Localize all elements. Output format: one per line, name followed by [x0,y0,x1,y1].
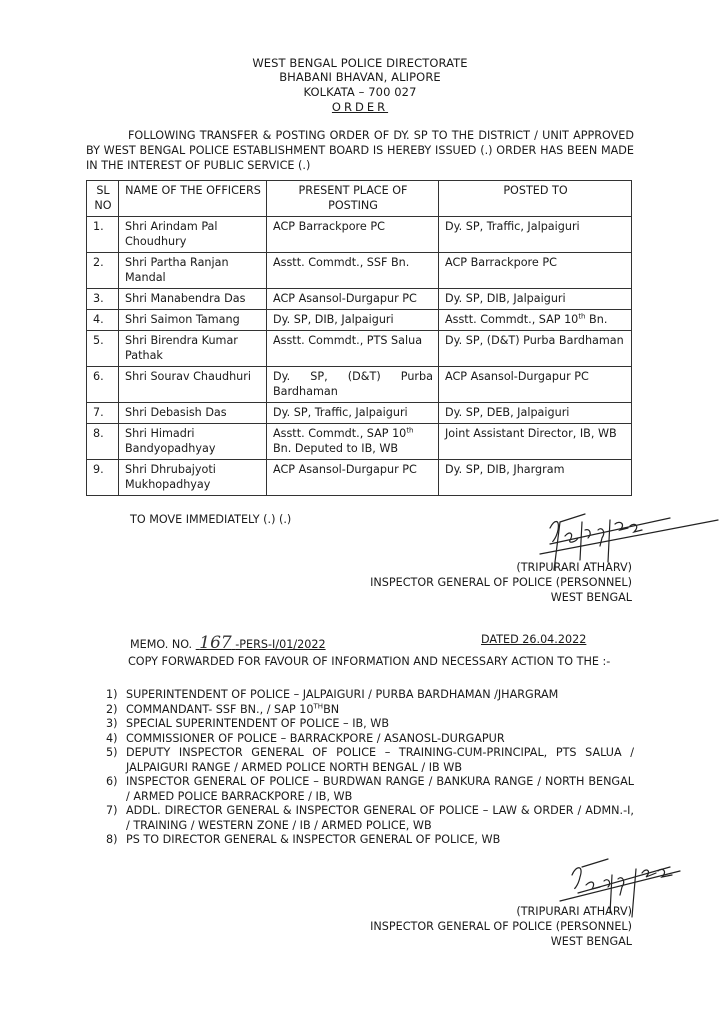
list-item [106,775,634,804]
list-text: ADDL. DIRECTOR GENERAL & INSPECTOR GENERAL OF POLICE – LAW & ORDER / ADMN.-I, / TRAINING / WESTERN ZONE / IB / ARMED POLICE, WB [126,804,634,832]
table-header-row [87,181,632,217]
header-name: NAME OF THE OFFICERS [119,181,267,217]
list-text: SPECIAL SUPERINTENDENT OF POLICE – IB, WB [126,717,390,730]
list-item [106,746,634,775]
list-text-end: BN [323,702,340,716]
cell-present-text: Asstt. Commdt., SAP 10 [273,427,407,440]
cell-present: Dy. SP, Traffic, Jalpaiguri [267,403,439,424]
list-item [106,833,634,848]
cell-present: Asstt. Commdt., SSF Bn. [267,253,439,289]
cell-sl: 4. [87,310,119,331]
cell-posted: Dy. SP, DEB, Jalpaiguri [439,403,632,424]
cell-name: Shri Birendra Kumar Pathak [119,331,267,367]
cell-sl: 1. [87,217,119,253]
cell-sl: 7. [87,403,119,424]
cell-sl: 8. [87,424,119,460]
table-row [87,331,632,367]
cell-present: Asstt. Commdt., PTS Salua [267,331,439,367]
move-instruction: TO MOVE IMMEDIATELY (.) (.) [130,513,292,526]
list-number: 4) [106,731,118,745]
list-item [106,688,634,703]
list-number: 2) [106,702,118,716]
cell-posted: Dy. SP, DIB, Jhargram [439,460,632,496]
intro-text: FOLLOWING TRANSFER & POSTING ORDER OF DY. SP TO THE DISTRICT / UNIT APPROVED BY WEST BENGAL POLICE ESTABLISHMENT BOARD IS HEREBY ISSUED (.) ORDER HAS BEEN MADE IN THE INTEREST OF PUBLIC SERVICE (.) [86,129,634,172]
list-number: 3) [106,717,118,730]
cell-posted-text-end: Bn. [585,313,608,326]
copy-forward-text [86,654,634,670]
signatory-designation: INSPECTOR GENERAL OF POLICE (PERSONNEL) [370,920,632,933]
cell-present: ACP Asansol-Durgapur PC [267,460,439,496]
list-item [106,732,634,747]
signatory-block-copy [370,904,632,949]
table-row [87,424,632,460]
header-posted-to: POSTED TO [439,181,632,217]
table-row [87,289,632,310]
cell-name: Shri Partha Ranjan Mandal [119,253,267,289]
table-row [87,367,632,403]
cell-name: Shri Debasish Das [119,403,267,424]
header-present-posting: PRESENT PLACE OF POSTING [267,181,439,217]
cell-name: Shri Manabendra Das [119,289,267,310]
memo-number-handwritten: 167 [199,633,232,653]
cell-present: Dy. SP, DIB, Jalpaiguri [267,310,439,331]
cell-present: Dy. SP, (D&T) Purba Bardhaman [267,367,439,403]
cell-sl: 3. [87,289,119,310]
cell-posted [439,310,632,331]
list-item [106,804,634,833]
table-row [87,403,632,424]
intro-paragraph [86,128,634,173]
office-name: WEST BENGAL POLICE DIRECTORATE [252,56,468,70]
cell-present [267,424,439,460]
document-title: ORDER [331,100,389,114]
list-item [106,717,634,732]
ordinal-suffix: th [406,426,414,435]
cell-present: ACP Barrackpore PC [267,217,439,253]
cell-name: Shri Himadri Bandyopadhyay [119,424,267,460]
memo-line [130,633,326,653]
list-number: 6) [106,775,118,788]
cell-present-text-end: Bn. Deputed to IB, WB [273,442,399,455]
office-city: KOLKATA – 700 027 [303,85,417,99]
list-number: 1) [106,688,118,701]
signatory-state: WEST BENGAL [550,935,632,948]
header-sl-no: SL NO [87,181,119,217]
list-item [106,703,634,718]
list-text: INSPECTOR GENERAL OF POLICE – BURDWAN RANGE / BANKURA RANGE / NORTH BENGAL / ARMED POLICE BARRACKPORE / IB, WB [126,775,634,803]
cell-posted: ACP Barrackpore PC [439,253,632,289]
list-number: 8) [106,833,118,846]
recipient-list [106,688,634,848]
table-row [87,253,632,289]
cell-name: Shri Dhrubajyoti Mukhopadhyay [119,460,267,496]
signatory-designation: INSPECTOR GENERAL OF POLICE (PERSONNEL) [370,576,632,589]
cell-present: ACP Asansol-Durgapur PC [267,289,439,310]
cell-sl: 5. [87,331,119,367]
list-number: 7) [106,804,118,817]
list-number: 5) [106,746,118,759]
list-text: PS TO DIRECTOR GENERAL & INSPECTOR GENERAL OF POLICE, WB [126,833,501,846]
signatory-name: (TRIPURARI ATHARV) [516,905,632,918]
ordinal-suffix: th [578,312,586,321]
list-text: SUPERINTENDENT OF POLICE – JALPAIGURI / PURBA BARDHAMAN /JHARGRAM [126,688,559,701]
cell-posted: Joint Assistant Director, IB, WB [439,424,632,460]
cell-posted-text: Asstt. Commdt., SAP 10 [445,313,579,326]
memo-label: MEMO. NO. [130,638,193,651]
copy-text: COPY FORWARDED FOR FAVOUR OF INFORMATION AND NECESSARY ACTION TO THE :- [128,655,611,668]
cell-name: Shri Arindam Pal Choudhury [119,217,267,253]
signatory-name: (TRIPURARI ATHARV) [516,561,632,574]
transfer-table [86,180,632,496]
list-text: DEPUTY INSPECTOR GENERAL OF POLICE – TRAINING-CUM-PRINCIPAL, PTS SALUA / JALPAIGURI RANGE / ARMED POLICE NORTH BENGAL / IB WB [126,746,634,774]
cell-name: Shri Sourav Chaudhuri [119,367,267,403]
cell-posted: Dy. SP, (D&T) Purba Bardhaman [439,331,632,367]
cell-posted: Dy. SP, Traffic, Jalpaiguri [439,217,632,253]
signatory-block [370,560,632,605]
memo-suffix: -PERS-I/01/2022 [235,638,326,651]
cell-name: Shri Saimon Tamang [119,310,267,331]
cell-posted: ACP Asansol-Durgapur PC [439,367,632,403]
office-address: BHABANI BHAVAN, ALIPORE [279,70,441,84]
table-row [87,217,632,253]
ordinal-suffix: TH [313,701,324,710]
list-text: COMMANDANT- SSF BN., / SAP 10 [126,702,314,716]
cell-sl: 9. [87,460,119,496]
cell-sl: 2. [87,253,119,289]
cell-sl: 6. [87,367,119,403]
memo-date: DATED 26.04.2022 [481,633,587,646]
memo-number [196,633,326,653]
list-text: COMMISSIONER OF POLICE – BARRACKPORE / ASANOSL-DURGAPUR [126,731,505,745]
table-row [87,310,632,331]
table-row [87,460,632,496]
signatory-state: WEST BENGAL [550,591,632,604]
cell-posted: Dy. SP, DIB, Jalpaiguri [439,289,632,310]
